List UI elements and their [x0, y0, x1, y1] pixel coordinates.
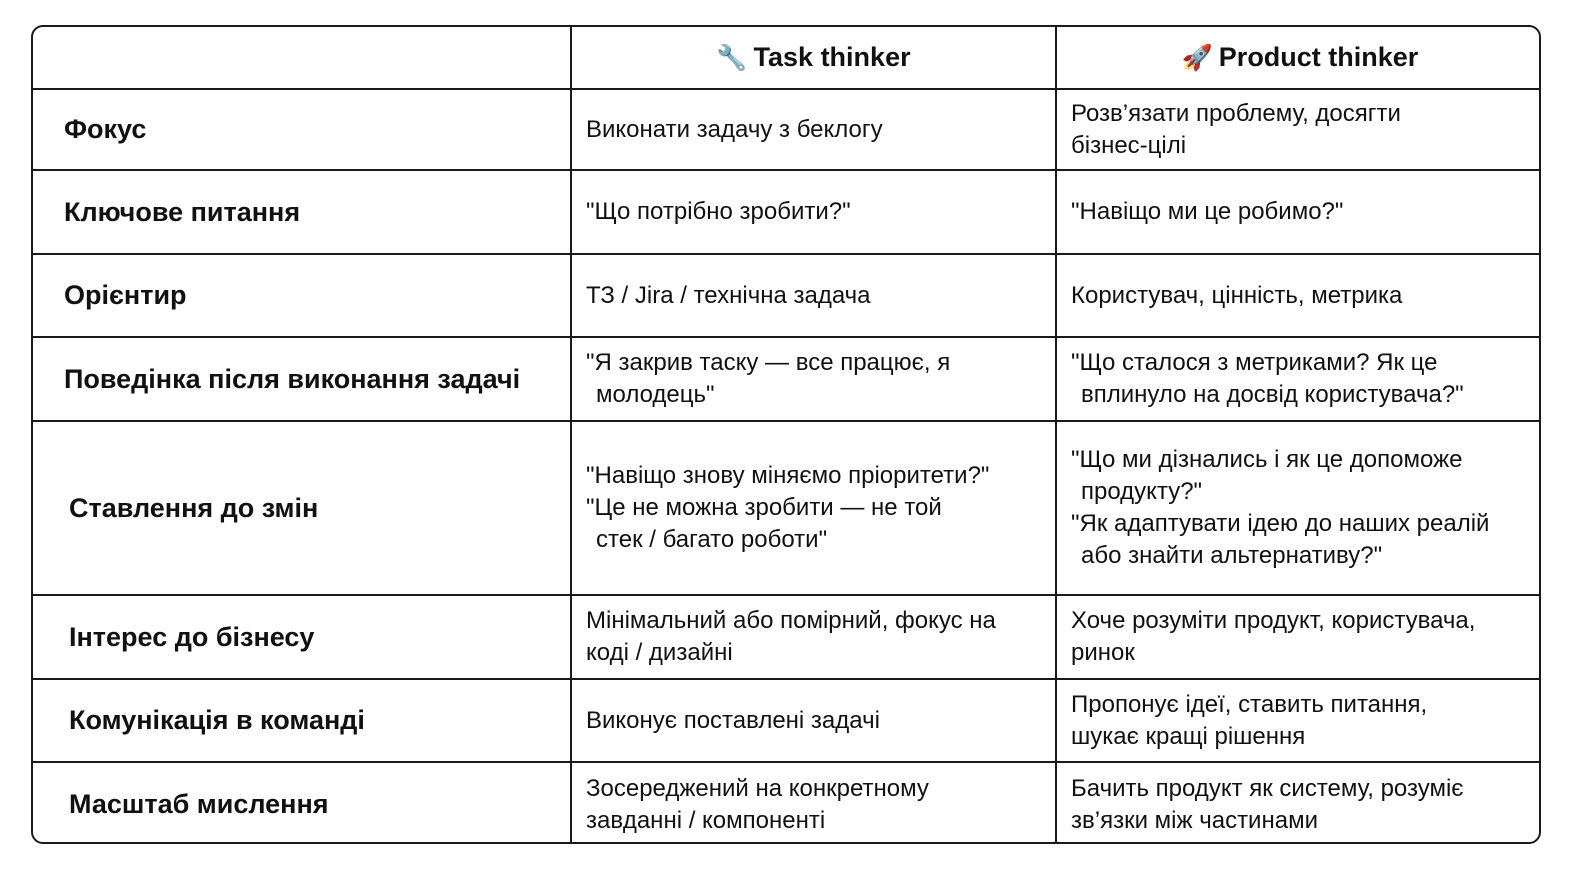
product-cell [1056, 762, 1541, 844]
product-cell [1056, 679, 1541, 762]
row-label: Поведінка після виконання задачі [33, 337, 571, 421]
cell-line: коді / дизайні [586, 639, 733, 666]
cell-line: Виконати задачу з беклогу [586, 115, 883, 143]
row-label: Комунікація в команді [33, 679, 571, 762]
cell-line: Виконує поставлені задачі [586, 706, 880, 734]
cell-line: завданні / компоненті [586, 806, 826, 834]
cell-line: або знайти альтернативу?" [1081, 542, 1383, 569]
row-label: Ключове питання [33, 170, 571, 254]
cell-line: зв’язки між частинами [1071, 806, 1318, 834]
header-product-label: Product thinker [1218, 42, 1419, 72]
cell-line: "Що ми дізнались і як це допоможе [1071, 446, 1463, 473]
table-row-team-communication [33, 679, 1541, 762]
cell-line: "Я закрив таску — все працює, я [586, 349, 951, 376]
cell-line: "Як адаптувати ідею до наших реалій [1071, 510, 1490, 537]
cell-line: "Що сталося з метриками? Як це [1071, 349, 1438, 376]
cell-line: Хоче розуміти продукт, користувача, [1071, 607, 1476, 634]
cell-line: Мінімальний або помірний, фокус на [586, 607, 996, 634]
table-row-focus [33, 89, 1541, 170]
row-label: Фокус [33, 89, 571, 170]
table-row-key-question [33, 170, 1541, 254]
table-row-guideline [33, 254, 1541, 337]
row-label: Масштаб мислення [33, 762, 571, 844]
cell-line: Бачить продукт як систему, розуміє [1071, 774, 1464, 802]
row-label: Орієнтир [33, 254, 571, 337]
cell-line: Пропонує ідеї, ставить питання, [1071, 690, 1428, 718]
product-cell [1056, 421, 1541, 595]
task-cell [571, 254, 1056, 337]
row-label: Ставлення до змін [33, 421, 571, 595]
header-row [33, 27, 1541, 89]
cell-line: "Навіщо знову міняємо пріоритети?" [586, 462, 990, 489]
cell-line: "Навіщо ми це робимо?" [1071, 198, 1344, 225]
cell-line: продукту?" [1081, 478, 1203, 505]
cell-line: вплинуло на досвід користувача?" [1081, 381, 1464, 408]
product-cell [1056, 595, 1541, 679]
header-product-thinker [1056, 27, 1541, 89]
cell-line: Зосереджений на конкретному [586, 774, 929, 802]
cell-line: ринок [1071, 639, 1135, 666]
row-label: Інтерес до бізнесу [33, 595, 571, 679]
product-cell [1056, 170, 1541, 254]
cell-line: "Це не можна зробити — не той [586, 494, 942, 521]
task-cell [571, 170, 1056, 254]
task-cell [571, 421, 1056, 595]
header-task-label: Task thinker [753, 42, 911, 72]
cell-line: стек / багато роботи" [596, 526, 828, 553]
table-row-behavior [33, 337, 1541, 421]
wrench-icon: 🔧 [716, 44, 748, 72]
task-cell [571, 89, 1056, 170]
table-row-thinking-scale [33, 762, 1541, 844]
cell-line: молодець" [596, 381, 715, 408]
task-cell [571, 337, 1056, 421]
header-empty-cell [33, 27, 571, 89]
cell-line: "Що потрібно зробити?" [586, 198, 851, 225]
comparison-table-container [31, 25, 1541, 844]
task-cell [571, 595, 1056, 679]
cell-line: шукає кращі рішення [1071, 722, 1306, 750]
cell-line: Розв’язати проблему, досягти [1071, 99, 1401, 127]
product-cell [1056, 337, 1541, 421]
table-row-attitude-to-change [33, 421, 1541, 595]
product-cell [1056, 89, 1541, 170]
cell-line: ТЗ / Jira / технічна задача [586, 281, 871, 309]
cell-line: Користувач, цінність, метрика [1071, 281, 1403, 309]
header-task-thinker [571, 27, 1056, 89]
cell-line: бізнес-цілі [1071, 131, 1187, 159]
table-row-business-interest [33, 595, 1541, 679]
comparison-table [33, 27, 1541, 844]
task-cell [571, 762, 1056, 844]
task-cell [571, 679, 1056, 762]
product-cell [1056, 254, 1541, 337]
rocket-icon: 🚀 [1181, 44, 1213, 72]
